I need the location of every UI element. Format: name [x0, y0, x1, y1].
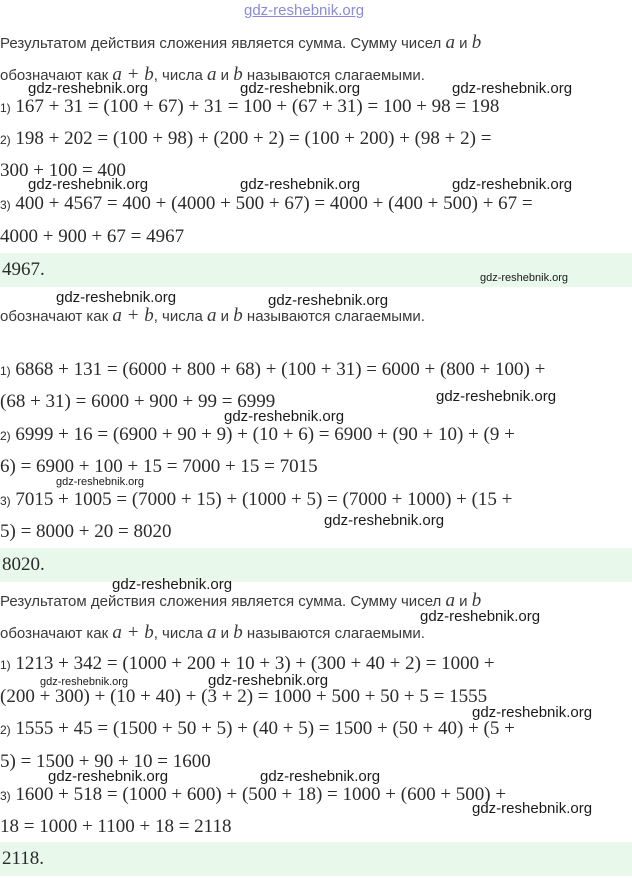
equation-text: 1555 + 45 = (1500 + 50 + 5) + (40 + 5) = 1500 + (50 + 40) + (5 +: [15, 718, 515, 739]
var-b: b: [471, 32, 482, 53]
equation-text: 18 = 1000 + 1100 + 18 = 2118: [0, 816, 232, 837]
section-3-intro-line-1: [0, 590, 481, 612]
item-number: 3): [0, 198, 11, 212]
watermark: gdz-reshebnik.org: [260, 768, 381, 785]
watermark: gdz-reshebnik.org: [56, 476, 145, 488]
equation-text: 400 + 4567 = 400 + (4000 + 500 + 67) = 4000 + (400 + 500) + 67 =: [15, 193, 533, 214]
intro-text: обозначают как: [0, 308, 109, 325]
solution-line: [0, 784, 506, 806]
watermark: gdz-reshebnik.org: [28, 80, 149, 97]
watermark: gdz-reshebnik.org: [472, 800, 593, 817]
solution-line: [0, 816, 231, 838]
intro-text: Результатом действия сложения является сумма. Сумму чисел: [0, 35, 442, 52]
var-b: b: [233, 305, 243, 326]
item-number: 2): [0, 133, 11, 147]
watermark: gdz-reshebnik.org: [112, 576, 233, 593]
intro-text: Результатом действия сложения является сумма. Сумму чисел: [0, 593, 442, 610]
watermark: gdz-reshebnik.org: [452, 80, 573, 97]
answer-box: 8020.: [0, 548, 632, 582]
watermark: gdz-reshebnik.org: [452, 176, 573, 193]
solution-line: [0, 456, 318, 478]
solution-line: [0, 359, 545, 381]
equation-text: 198 + 202 = (100 + 98) + (200 + 2) = (100 + 200) + (98 + 2) =: [15, 128, 492, 149]
equation-text: 300 + 100 = 400: [0, 160, 126, 181]
var-a: a: [207, 64, 217, 85]
intro-text: обозначают как: [0, 625, 109, 642]
watermark: gdz-reshebnik.org: [436, 388, 557, 405]
intro-text: обозначают как: [0, 67, 109, 84]
watermark: gdz-reshebnik.org: [268, 292, 389, 309]
var-a: a: [207, 305, 217, 326]
intro-text: , числа: [153, 308, 203, 325]
equation-text: 1600 + 518 = (1000 + 600) + (500 + 18) = 1000 + (600 + 500) +: [15, 784, 507, 805]
equation-text: 4000 + 900 + 67 = 4967: [0, 226, 185, 247]
equation-text: (200 + 300) + (10 + 40) + (3 + 2) = 1000 + 500 + 50 + 5 = 1555: [0, 686, 488, 707]
var-a: a: [445, 590, 455, 611]
item-number: 2): [0, 429, 11, 443]
expr-a-plus-b: a + b: [112, 64, 154, 85]
intro-text: , числа: [153, 625, 203, 642]
solution-line: [0, 128, 491, 150]
intro-text: называются слагаемыми.: [246, 67, 425, 84]
answer-box: 2118.: [0, 842, 632, 876]
section-3-intro-line-2: [0, 622, 425, 644]
var-a: a: [445, 32, 455, 53]
intro-text: называются слагаемыми.: [246, 625, 425, 642]
watermark: gdz-reshebnik.org: [56, 289, 177, 306]
var-b: b: [233, 64, 243, 85]
intro-text: , числа: [153, 67, 203, 84]
equation-text: 6868 + 131 = (6000 + 800 + 68) + (100 + 31) = 6000 + (800 + 100) +: [15, 359, 546, 380]
solution-line: [0, 96, 499, 118]
solution-line: [0, 193, 533, 215]
equation-text: 6) = 6900 + 100 + 15 = 7000 + 15 = 7015: [0, 456, 318, 477]
intro-and: и: [220, 625, 230, 642]
intro-and: и: [459, 35, 468, 52]
watermark: gdz-reshebnik.org: [224, 408, 345, 425]
item-number: 3): [0, 494, 11, 508]
solution-line: [0, 718, 515, 740]
solution-line: [0, 226, 184, 248]
var-b: b: [471, 590, 482, 611]
expr-a-plus-b: a + b: [112, 622, 154, 643]
solution-line: [0, 489, 512, 511]
item-number: 3): [0, 789, 11, 803]
var-a: a: [207, 622, 217, 643]
intro-text: называются слагаемыми.: [246, 308, 425, 325]
watermark: gdz-reshebnik.org: [28, 176, 149, 193]
watermark: gdz-reshebnik.org: [48, 768, 169, 785]
watermark: gdz-reshebnik.org: [420, 608, 541, 625]
item-number: 1): [0, 658, 11, 672]
item-number: 1): [0, 364, 11, 378]
item-number: 2): [0, 723, 11, 737]
solution-line: [0, 521, 171, 543]
solution-line: [0, 424, 515, 446]
expr-a-plus-b: a + b: [112, 305, 154, 326]
watermark: gdz-reshebnik.org: [240, 80, 361, 97]
intro-and: и: [220, 67, 230, 84]
solution-line: [0, 686, 487, 708]
watermark: gdz-reshebnik.org: [40, 676, 129, 688]
intro-and: и: [220, 308, 230, 325]
var-b: b: [233, 622, 243, 643]
equation-text: 6999 + 16 = (6900 + 90 + 9) + (10 + 6) = 6900 + (90 + 10) + (9 +: [15, 424, 515, 445]
answer-box: 4967.: [0, 253, 632, 287]
watermark: gdz-reshebnik.org: [472, 704, 593, 721]
watermark: gdz-reshebnik.org: [208, 672, 329, 689]
item-number: 1): [0, 101, 11, 115]
equation-text: 7015 + 1005 = (7000 + 15) + (1000 + 5) = (7000 + 1000) + (15 +: [15, 489, 513, 510]
equation-text: 5) = 1500 + 90 + 10 = 1600: [0, 751, 211, 772]
watermark: gdz-reshebnik.org: [240, 176, 361, 193]
equation-text: (68 + 31) = 6000 + 900 + 99 = 6999: [0, 391, 276, 412]
equation-text: 5) = 8000 + 20 = 8020: [0, 521, 172, 542]
watermark: gdz-reshebnik.org: [480, 272, 569, 284]
section-1-intro-line-1: [0, 32, 481, 54]
watermark: gdz-reshebnik.org: [324, 512, 445, 529]
watermark-top[interactable]: gdz-reshebnik.org: [244, 2, 365, 19]
equation-text: 1213 + 342 = (1000 + 200 + 10 + 3) + (300 + 40 + 2) = 1000 +: [15, 653, 495, 674]
intro-and: и: [459, 593, 468, 610]
equation-text: 167 + 31 = (100 + 67) + 31 = 100 + (67 + 31) = 100 + 98 = 198: [15, 96, 500, 117]
